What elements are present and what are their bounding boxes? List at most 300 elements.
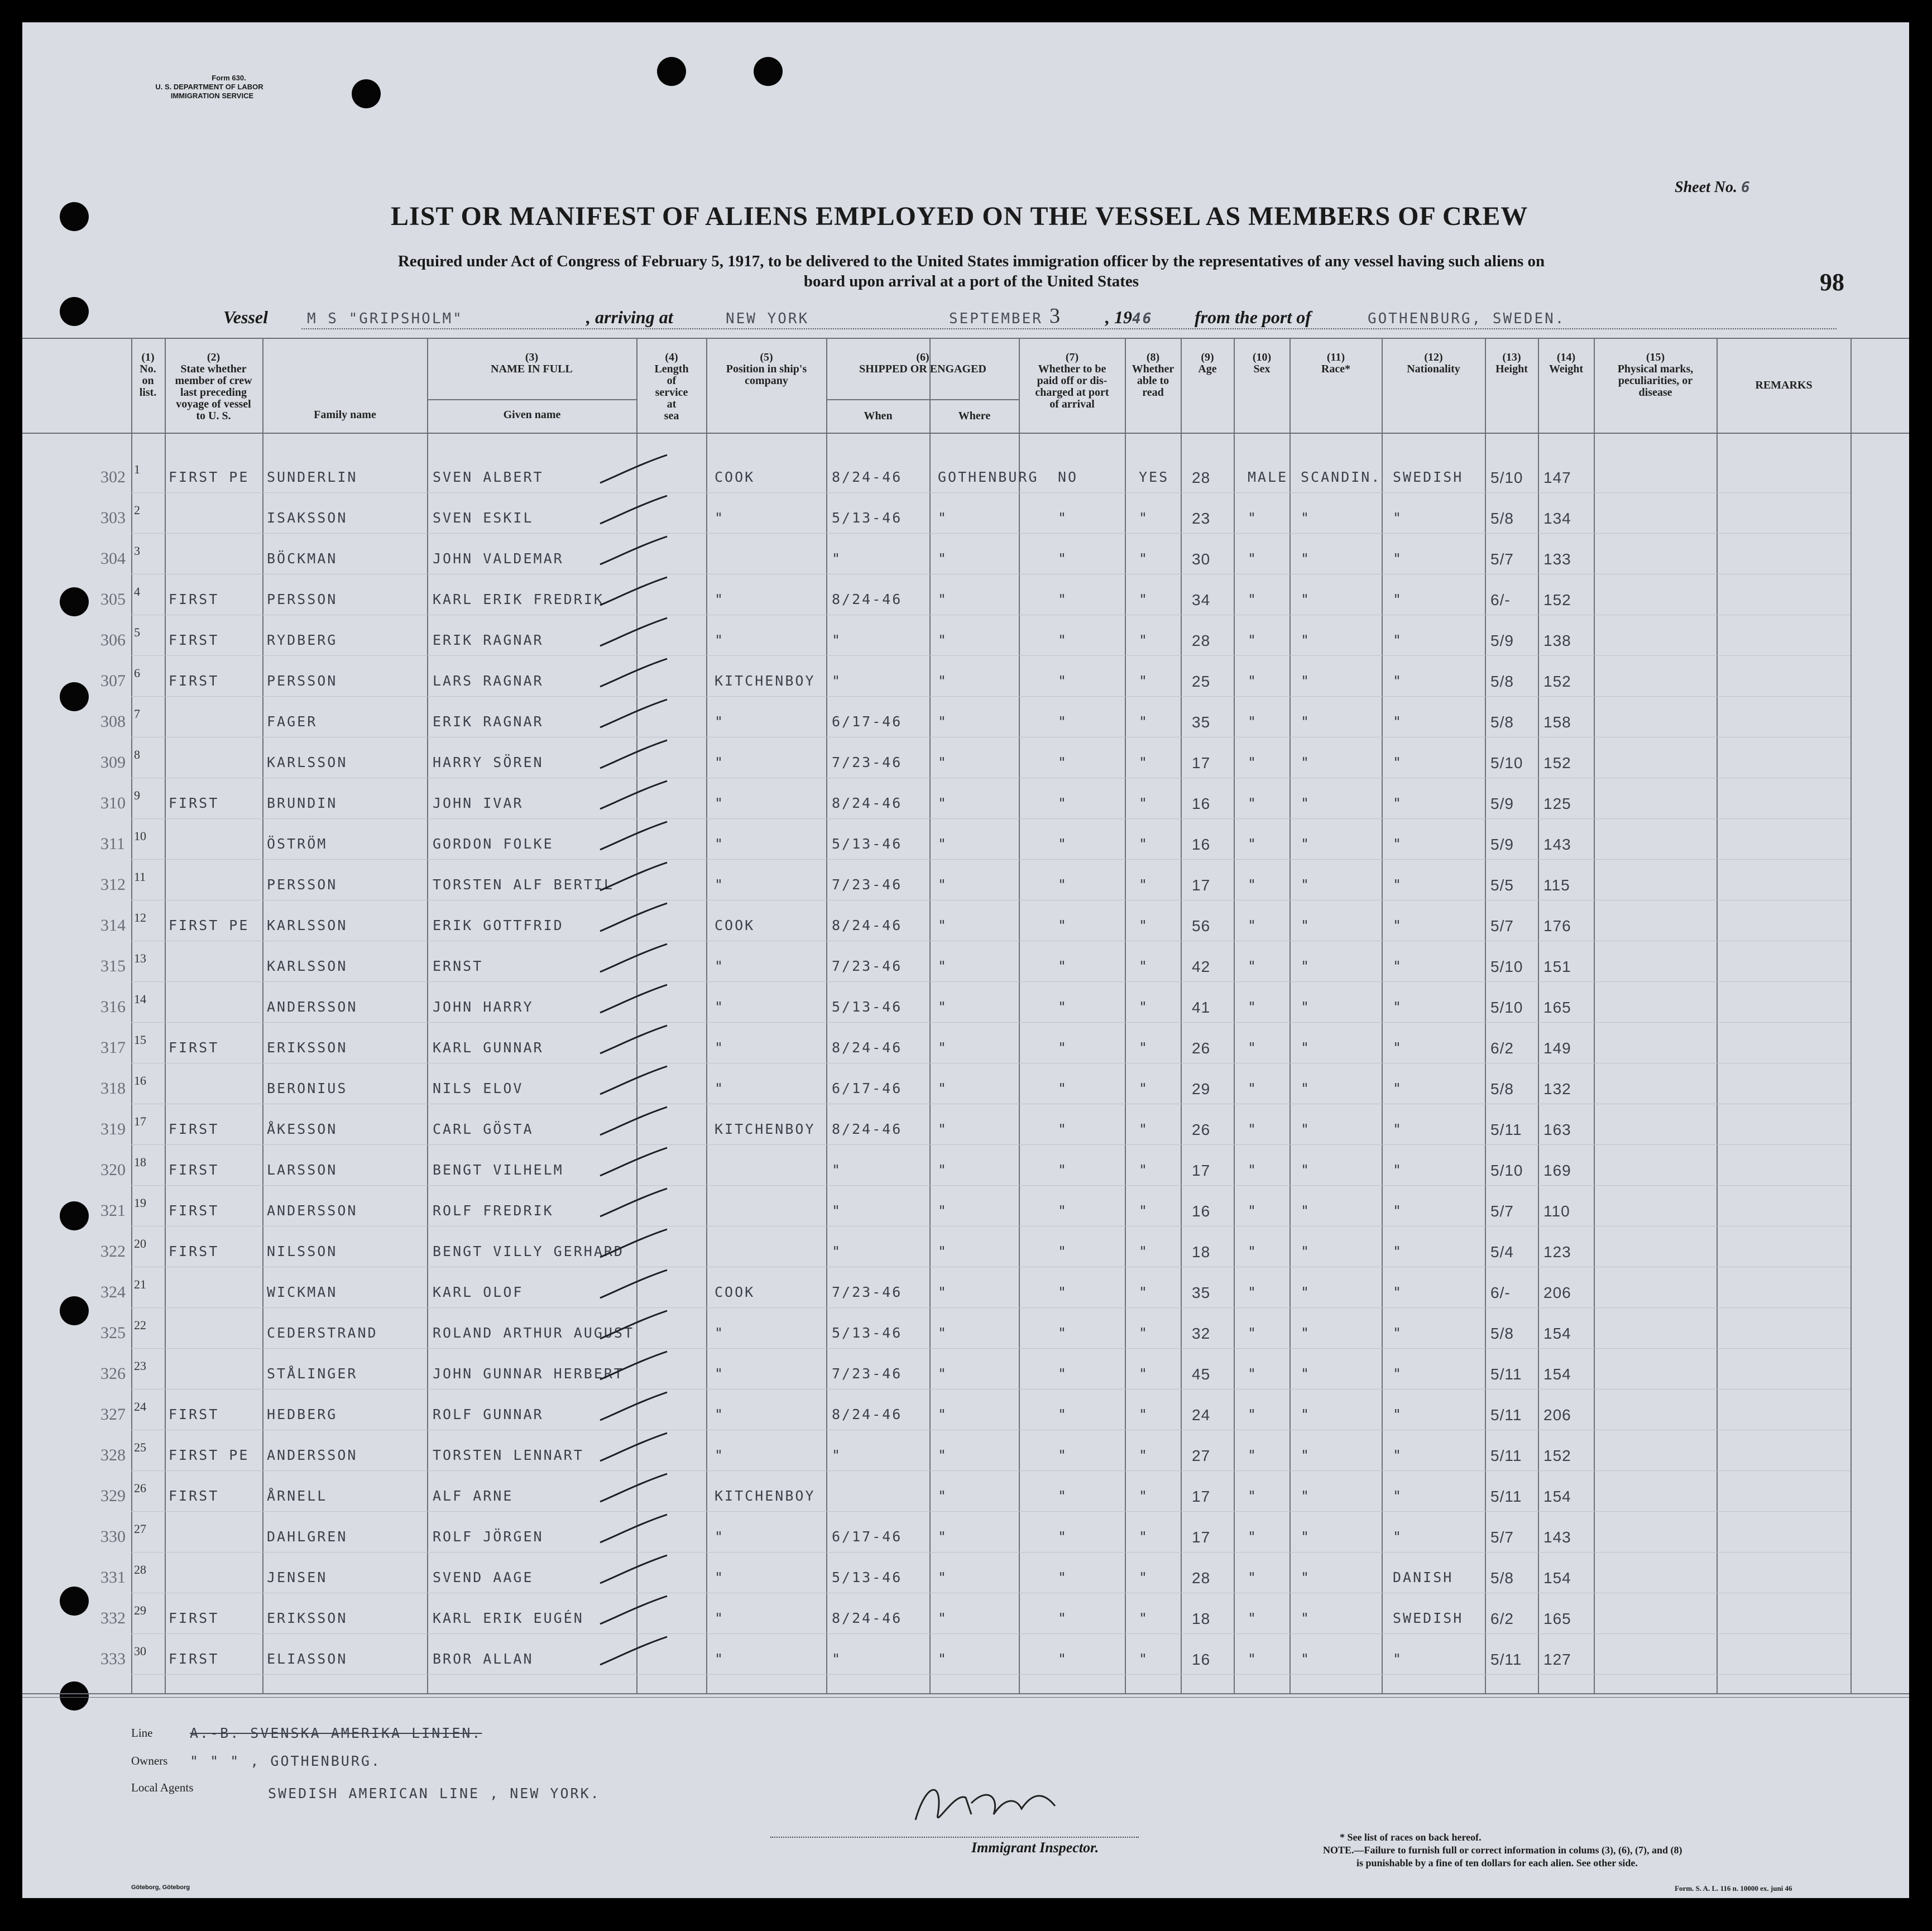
owners-label: Owners: [131, 1754, 168, 1767]
cell-position: ": [715, 1080, 725, 1096]
cell-height: 6/-: [1490, 1284, 1511, 1301]
cell-no: 22: [134, 1318, 146, 1332]
cell-no: 23: [134, 1359, 146, 1373]
cell-given: LARS RAGNAR: [433, 673, 544, 689]
cell-given: ERNST: [433, 958, 483, 974]
cell-when: 5/13-46: [832, 1325, 903, 1341]
cell-position: KITCHENBOY: [715, 1121, 816, 1137]
cell-where: ": [938, 1365, 948, 1382]
cell-position: ": [715, 876, 725, 893]
cell-nat: ": [1393, 1447, 1403, 1463]
col-header-height: (13) Height: [1495, 351, 1528, 375]
cell-given: CARL GÖSTA: [433, 1121, 534, 1137]
cell-margin: 316: [100, 998, 126, 1016]
cell-race: ": [1301, 1569, 1311, 1585]
punch-hole: [60, 1201, 89, 1230]
cell-position: ": [715, 1569, 725, 1585]
length-of-service-mark: [597, 1349, 670, 1382]
cell-where: ": [938, 510, 948, 526]
line-value: A.-B. SVENSKA AMERIKA LINIEN.: [190, 1725, 482, 1741]
cell-sex: ": [1248, 550, 1258, 567]
cell-race: ": [1301, 1610, 1311, 1626]
cell-state: FIRST: [169, 1610, 219, 1626]
cell-height: 5/8: [1490, 1569, 1514, 1587]
cell-sex: ": [1248, 1284, 1258, 1300]
cell-no: 9: [134, 788, 140, 802]
cell-given: KARL ERIK FREDRIK: [433, 591, 604, 607]
cell-when: ": [832, 1162, 842, 1178]
cell-where: ": [938, 958, 948, 974]
cell-weight: 134: [1543, 510, 1571, 527]
cell-age: 18: [1192, 1243, 1211, 1261]
cell-paid: ": [1058, 1569, 1068, 1585]
cell-read: ": [1139, 550, 1149, 567]
cell-paid: ": [1058, 795, 1068, 811]
cell-race: ": [1301, 917, 1311, 933]
cell-age: 41: [1192, 999, 1211, 1016]
arrival-port: NEW YORK: [726, 310, 809, 327]
cell-where: ": [938, 1039, 948, 1056]
length-of-service-mark: [597, 1023, 670, 1056]
cell-position: ": [715, 510, 725, 526]
cell-where: ": [938, 1447, 948, 1463]
cell-margin: 309: [100, 753, 126, 772]
cell-margin: 330: [100, 1527, 126, 1546]
cell-position: ": [715, 591, 725, 607]
cell-age: 24: [1192, 1406, 1211, 1424]
cell-nat: ": [1393, 836, 1403, 852]
cell-read: ": [1139, 1039, 1149, 1056]
cell-no: 14: [134, 992, 146, 1006]
cell-read: ": [1139, 713, 1149, 730]
length-of-service-mark: [597, 534, 670, 567]
form-number: Form 630.: [212, 74, 246, 82]
cell-read: ": [1139, 1651, 1149, 1667]
cell-age: 27: [1192, 1447, 1211, 1464]
cell-sex: ": [1248, 1651, 1258, 1667]
length-of-service-mark: [597, 1226, 670, 1260]
cell-when: 7/23-46: [832, 876, 903, 893]
cell-where: ": [938, 999, 948, 1015]
cell-weight: 154: [1543, 1365, 1571, 1383]
cell-age: 34: [1192, 591, 1211, 608]
col-header-sex: (10) Sex: [1252, 351, 1272, 375]
cell-weight: 176: [1543, 917, 1571, 935]
cell-paid: ": [1058, 713, 1068, 730]
cell-position: ": [715, 713, 725, 730]
cell-height: 5/8: [1490, 510, 1514, 527]
cell-family: PERSSON: [267, 591, 338, 607]
cell-sex: ": [1248, 795, 1258, 811]
cell-paid: ": [1058, 1528, 1068, 1545]
cell-paid: NO: [1058, 469, 1078, 485]
cell-margin: 318: [100, 1079, 126, 1098]
cell-nat: ": [1393, 550, 1403, 567]
cell-given: ERIK GOTTFRID: [433, 917, 564, 933]
cell-nat: ": [1393, 1121, 1403, 1137]
cell-paid: ": [1058, 1284, 1068, 1300]
cell-race: ": [1301, 673, 1311, 689]
inspector-label: Immigrant Inspector.: [971, 1839, 1099, 1856]
cell-weight: 125: [1543, 795, 1571, 812]
punch-hole: [754, 57, 783, 86]
cell-position: COOK: [715, 1284, 755, 1300]
cell-family: KARLSSON: [267, 917, 348, 933]
department-label: U. S. DEPARTMENT OF LABOR: [155, 83, 263, 91]
cell-nat: ": [1393, 876, 1403, 893]
cell-nat: ": [1393, 1365, 1403, 1382]
cell-nat: ": [1393, 1651, 1403, 1667]
cell-weight: 110: [1543, 1202, 1570, 1220]
cell-read: ": [1139, 999, 1149, 1015]
cell-where: ": [938, 632, 948, 648]
cell-when: 5/13-46: [832, 510, 903, 526]
cell-sex: ": [1248, 917, 1258, 933]
cell-family: PERSSON: [267, 673, 338, 689]
cell-given: SVEND AAGE: [433, 1569, 534, 1585]
cell-family: ANDERSSON: [267, 1447, 358, 1463]
length-of-service-mark: [597, 860, 670, 893]
cell-given: ROLF GUNNAR: [433, 1406, 544, 1422]
cell-given: KARL ERIK EUGÉN: [433, 1610, 584, 1626]
cell-no: 18: [134, 1155, 146, 1169]
cell-paid: ": [1058, 1080, 1068, 1096]
cell-no: 11: [134, 870, 146, 884]
cell-paid: ": [1058, 754, 1068, 770]
cell-weight: 152: [1543, 591, 1571, 608]
length-of-service-mark: [597, 1430, 670, 1464]
cell-height: 5/11: [1490, 1651, 1522, 1668]
cell-no: 12: [134, 911, 146, 924]
cell-when: 8/24-46: [832, 591, 903, 607]
cell-given: ROLAND ARTHUR AUGUST: [433, 1325, 635, 1341]
cell-height: 6/-: [1490, 591, 1511, 608]
cell-family: ERIKSSON: [267, 1039, 348, 1056]
cell-read: ": [1139, 1080, 1149, 1096]
cell-read: ": [1139, 1162, 1149, 1178]
cell-age: 29: [1192, 1080, 1211, 1098]
col-header-nationality: (12) Nationality: [1407, 351, 1460, 375]
cell-margin: 327: [100, 1405, 126, 1424]
cell-state: FIRST: [169, 1039, 219, 1056]
cell-where: ": [938, 836, 948, 852]
cell-height: 5/10: [1490, 469, 1523, 486]
cell-race: ": [1301, 958, 1311, 974]
cell-state: FIRST: [169, 1162, 219, 1178]
cell-given: HARRY SÖREN: [433, 754, 544, 770]
cell-weight: 127: [1543, 1651, 1571, 1668]
cell-read: ": [1139, 1325, 1149, 1341]
col-header-remarks: REMARKS: [1755, 379, 1813, 391]
cell-when: 6/17-46: [832, 713, 903, 730]
cell-no: 8: [134, 748, 140, 761]
cell-paid: ": [1058, 1202, 1068, 1219]
cell-margin: 331: [100, 1568, 126, 1587]
cell-given: SVEN ESKIL: [433, 510, 534, 526]
cell-race: ": [1301, 510, 1311, 526]
length-of-service-mark: [597, 778, 670, 812]
cell-family: NILSSON: [267, 1243, 338, 1259]
cell-age: 16: [1192, 1651, 1211, 1668]
cell-age: 17: [1192, 876, 1211, 894]
cell-sex: ": [1248, 754, 1258, 770]
cell-where: ": [938, 1162, 948, 1178]
cell-when: ": [832, 1651, 842, 1667]
cell-state: FIRST: [169, 1488, 219, 1504]
cell-height: 5/5: [1490, 876, 1514, 894]
cell-read: ": [1139, 1121, 1149, 1137]
cell-given: BENGT VILHELM: [433, 1162, 564, 1178]
cell-height: 6/2: [1490, 1610, 1514, 1627]
cell-nat: SWEDISH: [1393, 469, 1464, 485]
cell-family: LARSSON: [267, 1162, 338, 1178]
cell-nat: ": [1393, 1528, 1403, 1545]
cell-margin: 329: [100, 1487, 126, 1505]
cell-sex: ": [1248, 1610, 1258, 1626]
cell-margin: 312: [100, 875, 126, 894]
cell-position: ": [715, 1325, 725, 1341]
cell-read: ": [1139, 1610, 1149, 1626]
cell-weight: 154: [1543, 1325, 1571, 1342]
cell-race: ": [1301, 1243, 1311, 1259]
cell-family: CEDERSTRAND: [267, 1325, 378, 1341]
cell-family: DAHLGREN: [267, 1528, 348, 1545]
cell-position: ": [715, 958, 725, 974]
cell-race: ": [1301, 550, 1311, 567]
cell-when: 8/24-46: [832, 1406, 903, 1422]
cell-sex: ": [1248, 1447, 1258, 1463]
cell-read: YES: [1139, 469, 1169, 485]
cell-position: ": [715, 1651, 725, 1667]
cell-margin: 333: [100, 1650, 126, 1668]
cell-race: ": [1301, 1488, 1311, 1504]
cell-position: ": [715, 1365, 725, 1382]
cell-age: 32: [1192, 1325, 1211, 1342]
cell-no: 15: [134, 1033, 146, 1047]
cell-sex: ": [1248, 1528, 1258, 1545]
cell-state: FIRST PE: [169, 1447, 250, 1463]
cell-family: ÖSTRÖM: [267, 836, 328, 852]
cell-age: 56: [1192, 917, 1211, 935]
cell-margin: 319: [100, 1120, 126, 1138]
length-of-service-mark: [597, 1267, 670, 1301]
sheet-number: Sheet No. 6: [1675, 179, 1752, 196]
cell-read: ": [1139, 1284, 1149, 1300]
cell-when: 6/17-46: [832, 1528, 903, 1545]
cell-age: 18: [1192, 1610, 1211, 1627]
cell-state: FIRST: [169, 1406, 219, 1422]
cell-read: ": [1139, 876, 1149, 893]
cell-when: 8/24-46: [832, 917, 903, 933]
cell-sex: ": [1248, 1162, 1258, 1178]
col-header-marks: (15) Physical marks, peculiarities, or disease: [1617, 351, 1694, 399]
cell-paid: ": [1058, 1406, 1068, 1422]
cell-no: 13: [134, 951, 146, 965]
punch-hole: [657, 57, 686, 86]
cell-race: ": [1301, 754, 1311, 770]
cell-sex: ": [1248, 1365, 1258, 1382]
cell-margin: 315: [100, 957, 126, 975]
arrival-month: SEPTEMBER: [949, 310, 1043, 327]
punch-hole: [60, 587, 89, 616]
cell-nat: ": [1393, 1243, 1403, 1259]
col-header-read: (8) Whether able to read: [1132, 351, 1174, 399]
cell-read: ": [1139, 1569, 1149, 1585]
cell-sex: ": [1248, 591, 1258, 607]
cell-where: ": [938, 1080, 948, 1096]
length-of-service-mark: [597, 1063, 670, 1097]
cell-age: 25: [1192, 673, 1211, 690]
cell-position: ": [715, 1610, 725, 1626]
cell-given: BROR ALLAN: [433, 1651, 534, 1667]
length-of-service-mark: [597, 452, 670, 486]
cell-family: RYDBERG: [267, 632, 338, 648]
cell-read: ": [1139, 1202, 1149, 1219]
length-of-service-mark: [597, 1593, 670, 1627]
cell-family: KARLSSON: [267, 754, 348, 770]
cell-height: 5/7: [1490, 1202, 1514, 1220]
cell-height: 5/4: [1490, 1243, 1514, 1261]
cell-when: 5/13-46: [832, 1569, 903, 1585]
cell-paid: ": [1058, 999, 1068, 1015]
cell-paid: ": [1058, 1610, 1068, 1626]
length-of-service-mark: [597, 697, 670, 730]
punch-hole: [60, 1587, 89, 1616]
cell-given: JOHN GUNNAR HERBERT: [433, 1365, 624, 1382]
cell-paid: ": [1058, 1365, 1068, 1382]
col-header-length: (4) Length of service at sea: [654, 351, 689, 422]
punch-hole: [60, 1681, 89, 1710]
cell-race: ": [1301, 713, 1311, 730]
cell-race: ": [1301, 1121, 1311, 1137]
cell-no: 29: [134, 1603, 146, 1617]
col-header-no: (1) No. on list.: [139, 351, 157, 399]
cell-where: ": [938, 550, 948, 567]
cell-family: KARLSSON: [267, 958, 348, 974]
cell-given: ROLF JÖRGEN: [433, 1528, 544, 1545]
cell-height: 5/8: [1490, 1325, 1514, 1342]
cell-height: 6/2: [1490, 1039, 1514, 1057]
col-header-race: (11) Race*: [1321, 351, 1351, 375]
cell-family: BÖCKMAN: [267, 550, 338, 567]
cell-given: ERIK RAGNAR: [433, 713, 544, 730]
form-code: Form. S. A. L. 116 n. 10000 ex. juni 46: [1675, 1884, 1792, 1892]
cell-sex: ": [1248, 673, 1258, 689]
cell-where: ": [938, 1528, 948, 1545]
length-of-service-mark: [597, 819, 670, 852]
cell-sex: MALE: [1248, 469, 1288, 485]
cell-age: 42: [1192, 958, 1211, 975]
cell-given: ERIK RAGNAR: [433, 632, 544, 648]
cell-no: 3: [134, 544, 140, 558]
cell-no: 19: [134, 1196, 146, 1210]
cell-when: 5/13-46: [832, 836, 903, 852]
cell-nat: ": [1393, 1284, 1403, 1300]
cell-paid: ": [1058, 917, 1068, 933]
cell-position: ": [715, 795, 725, 811]
cell-position: KITCHENBOY: [715, 1488, 816, 1504]
cell-age: 35: [1192, 1284, 1211, 1301]
cell-where: ": [938, 1121, 948, 1137]
cell-height: 5/10: [1490, 958, 1523, 975]
cell-weight: 152: [1543, 673, 1571, 690]
cell-where: ": [938, 1610, 948, 1626]
cell-no: 7: [134, 707, 140, 721]
cell-read: ": [1139, 673, 1149, 689]
cell-read: ": [1139, 917, 1149, 933]
cell-when: ": [832, 550, 842, 567]
cell-margin: 311: [100, 835, 125, 853]
cell-where: ": [938, 1202, 948, 1219]
cell-paid: ": [1058, 1121, 1068, 1137]
cell-height: 5/11: [1490, 1406, 1522, 1424]
cell-where: ": [938, 1406, 948, 1422]
departure-port: GOTHENBURG, SWEDEN.: [1368, 310, 1566, 327]
cell-no: 16: [134, 1074, 146, 1087]
length-of-service-mark: [597, 941, 670, 975]
cell-margin: 326: [100, 1364, 126, 1383]
cell-nat: ": [1393, 1039, 1403, 1056]
cell-age: 28: [1192, 1569, 1211, 1587]
cell-nat: ": [1393, 1488, 1403, 1504]
length-of-service-mark: [597, 737, 670, 771]
cell-paid: ": [1058, 958, 1068, 974]
cell-where: ": [938, 591, 948, 607]
cell-when: 8/24-46: [832, 1121, 903, 1137]
cell-weight: 143: [1543, 1528, 1571, 1546]
punch-hole: [60, 297, 89, 326]
cell-weight: 152: [1543, 1447, 1571, 1464]
cell-nat: ": [1393, 713, 1403, 730]
vessel-line: Vessel M S "GRIPSHOLM" , arriving at NEW YORK SEPTEMBER 3 , 1946 from the port of GOTHENBURG, SWEDEN.: [223, 307, 1831, 332]
cell-no: 21: [134, 1277, 146, 1291]
arrival-day: 3: [1049, 304, 1060, 328]
cell-read: ": [1139, 754, 1149, 770]
cell-weight: 132: [1543, 1080, 1571, 1098]
cell-where: GOTHENBURG: [938, 469, 1039, 485]
cell-position: ": [715, 1039, 725, 1056]
cell-where: ": [938, 795, 948, 811]
cell-paid: ": [1058, 591, 1068, 607]
cell-family: PERSSON: [267, 876, 338, 893]
length-of-service-mark: [597, 574, 670, 608]
cell-family: HEDBERG: [267, 1406, 338, 1422]
cell-weight: 143: [1543, 836, 1571, 853]
cell-race: ": [1301, 632, 1311, 648]
cell-age: 17: [1192, 1528, 1211, 1546]
cell-no: 20: [134, 1237, 146, 1250]
cell-height: 5/10: [1490, 1162, 1523, 1179]
cell-race: ": [1301, 1406, 1311, 1422]
cell-margin: 324: [100, 1283, 126, 1301]
cell-family: STÅLINGER: [267, 1365, 358, 1382]
cell-state: FIRST: [169, 1121, 219, 1137]
cell-read: ": [1139, 795, 1149, 811]
cell-nat: ": [1393, 999, 1403, 1015]
cell-family: SUNDERLIN: [267, 469, 358, 485]
cell-height: 5/10: [1490, 999, 1523, 1016]
cell-nat: ": [1393, 1325, 1403, 1341]
cell-paid: ": [1058, 550, 1068, 567]
cell-weight: 165: [1543, 999, 1571, 1016]
cell-where: ": [938, 1488, 948, 1504]
length-of-service-mark: [597, 1104, 670, 1138]
cell-state: FIRST: [169, 1202, 219, 1219]
cell-given: TORSTEN LENNART: [433, 1447, 584, 1463]
cell-given: BENGT VILLY GERHARD: [433, 1243, 624, 1259]
cell-read: ": [1139, 1447, 1149, 1463]
cell-when: 8/24-46: [832, 469, 903, 485]
